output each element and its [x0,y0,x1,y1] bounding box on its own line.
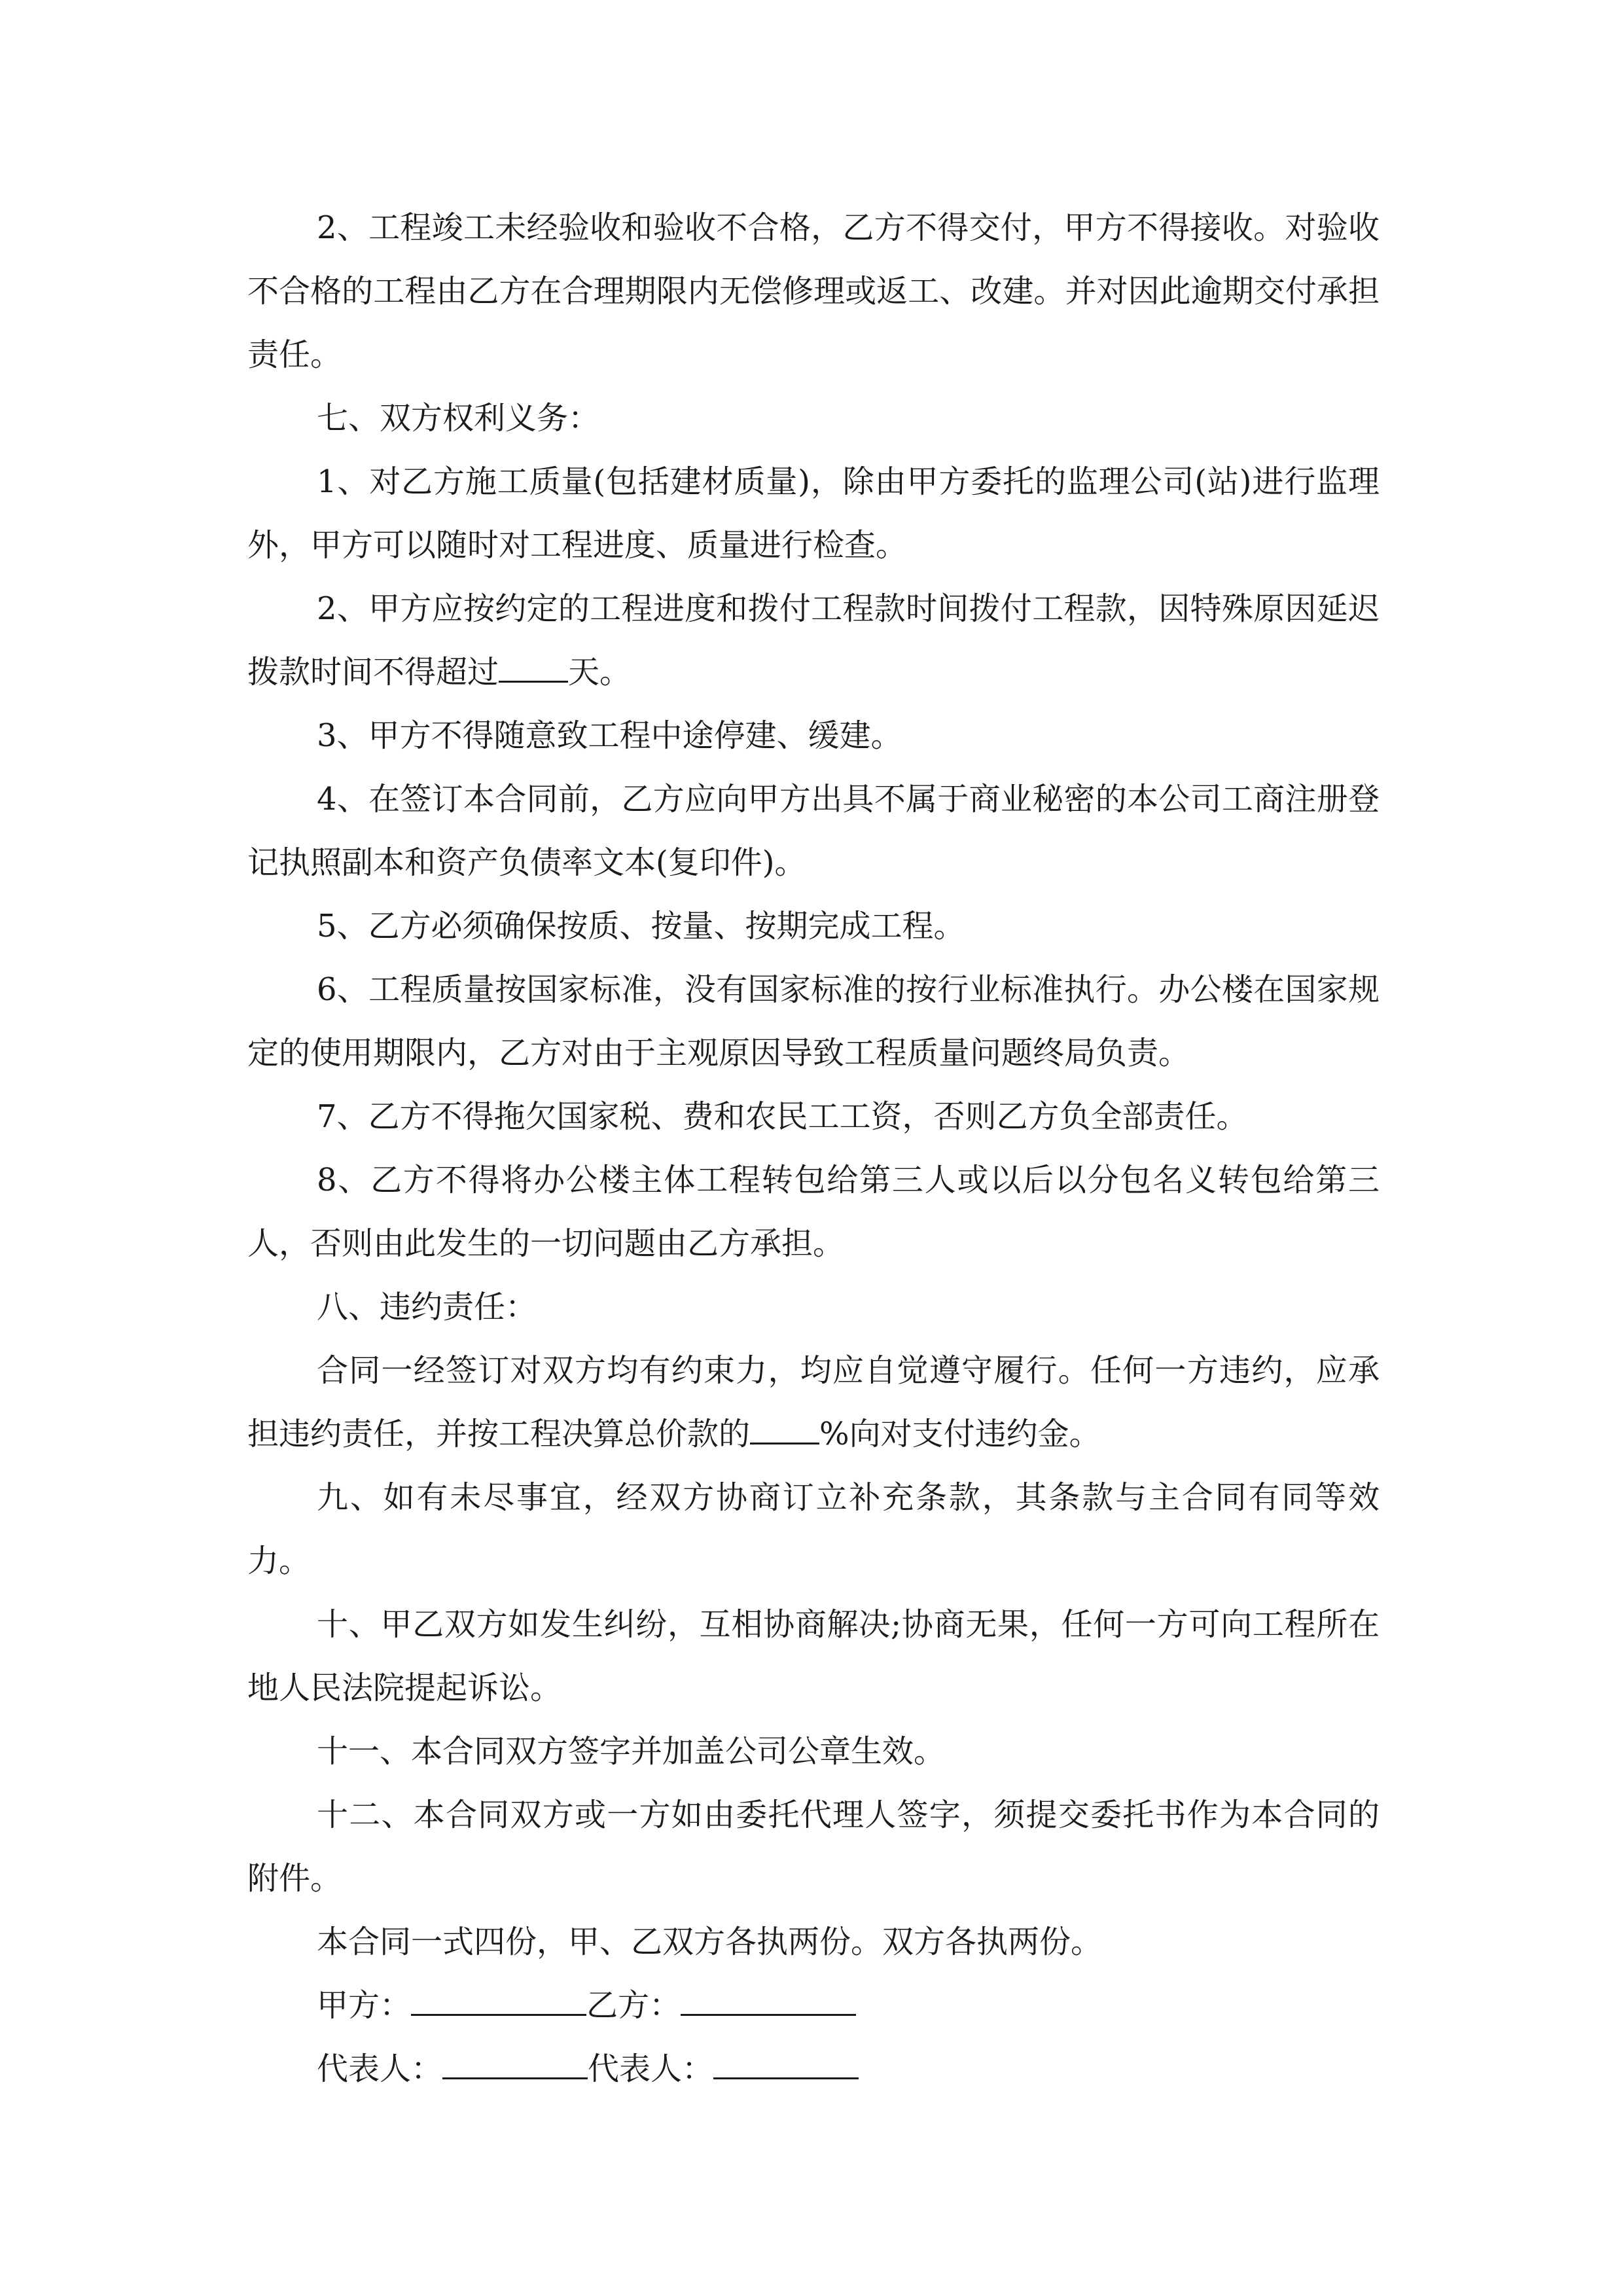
clause-7-6: 6、工程质量按国家标准，没有国家标准的按行业标准执行。办公楼在国家规定的使用期限内，乙方对由于主观原因导致工程质量问题终局负责。 [247,971,1380,1071]
clause-8-penalty [247,1339,1380,1466]
section-10: 十、甲乙双方如发生纠纷，互相协商解决;协商无果，任何一方可向工程所在地人民法院提起诉讼。 [247,1606,1380,1706]
clause-7-2-suffix: 天。 [568,654,632,691]
party-b-blank[interactable] [681,1985,856,2016]
days-blank[interactable] [499,652,568,683]
party-a-blank[interactable] [411,1985,586,2016]
clause-7-8: 8、乙方不得将办公楼主体工程转包给第三人或以后以分包名义转包给第三人，否则由此发生的一切问题由乙方承担。 [247,1162,1380,1262]
party-a-label: 甲方： [317,1987,412,2024]
clause-8-text: 合同一经签订对双方均有约束力，均应自觉遵守履行。任何一方违约，应承担违约责任，并按工程决算总价款的 [247,1352,1380,1452]
clause-7-4: 4、在签订本合同前，乙方应向甲方出具不属于商业秘密的本公司工商注册登记执照副本和资产负债率文本(复印件)。 [247,781,1380,881]
rep-b-blank[interactable] [713,2049,859,2079]
clause-2-acceptance: 2、工程竣工未经验收和验收不合格，乙方不得交付，甲方不得接收。对验收不合格的工程由乙方在合理期限内无偿修理或返工、改建。并对因此逾期交付承担责任。 [247,209,1380,373]
clause-8-suffix: %向对支付违约金。 [819,1416,1101,1452]
clause-7-5: 5、乙方必须确保按质、按量、按期完成工程。 [317,908,965,944]
clause-7-1: 1、对乙方施工质量(包括建材质量)，除由甲方委托的监理公司(站)进行监理外，甲方可以随时对工程进度、质量进行检查。 [247,463,1380,564]
rep-a-label: 代表人： [317,2051,443,2087]
copies-clause: 本合同一式四份，甲、乙双方各执两份。双方各执两份。 [317,1924,1103,1960]
party-b-label: 乙方： [586,1987,681,2024]
section-8-heading: 八、违约责任： [317,1289,537,1325]
section-11: 十一、本合同双方签字并加盖公司公章生效。 [317,1733,946,1770]
percent-blank[interactable] [750,1414,819,1444]
contract-body [247,196,1380,2101]
clause-7-7: 7、乙方不得拖欠国家税、费和农民工工资，否则乙方负全部责任。 [317,1098,1248,1135]
rep-b-label: 代表人： [588,2051,714,2087]
rep-a-blank[interactable] [442,2049,588,2079]
clause-7-3: 3、甲方不得随意致工程中途停建、缓建。 [317,717,902,754]
clause-7-2-text: 2、甲方应按约定的工程进度和拨付工程款时间拨付工程款，因特殊原因延迟拨款时间不得超过 [247,590,1380,691]
section-9: 九、如有未尽事宜，经双方协商订立补充条款，其条款与主合同有同等效力。 [247,1479,1380,1579]
section-12: 十二、本合同双方或一方如由委托代理人签字，须提交委托书作为本合同的附件。 [247,1797,1380,1897]
clause-7-2 [247,577,1380,704]
party-signature-line [247,1974,1380,2037]
section-7-heading: 七、双方权利义务： [317,400,600,437]
representative-signature-line [247,2037,1380,2101]
